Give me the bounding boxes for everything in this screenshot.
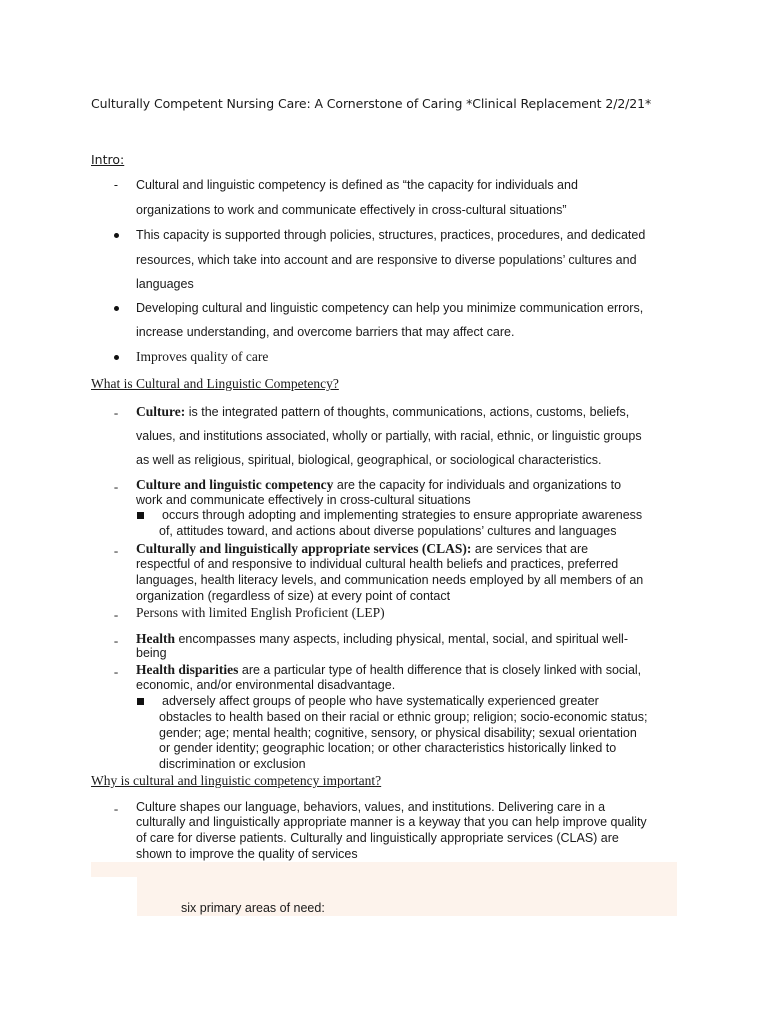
hd-term: Health disparities bbox=[136, 662, 239, 677]
clc-sub-line1: occurs through adopting and implementing strategies to ensure appropriate awareness bbox=[162, 508, 643, 522]
clas-line2: respectful of and responsive to individual cultural health beliefs and practices, preferred bbox=[136, 557, 619, 571]
hd-sub-line3: gender; age; mental health; cognitive, sensory, or physical disability; sexual orientation bbox=[159, 726, 637, 740]
culture-line1 bbox=[136, 404, 629, 420]
what-heading: What is Cultural and Linguistic Competency? bbox=[91, 376, 339, 391]
clc-def: are the capacity for individuals and organizations to bbox=[333, 478, 622, 492]
why-line2: culturally and linguistically appropriate manner is a keyway that you can help improve quality bbox=[136, 815, 647, 829]
intro-item3-line1: Developing cultural and linguistic competency can help you minimize communication errors, bbox=[136, 301, 644, 315]
bullet-dot bbox=[114, 233, 119, 238]
culture-def: is the integrated pattern of thoughts, communications, actions, customs, beliefs, bbox=[185, 405, 630, 419]
health-term: Health bbox=[136, 631, 175, 646]
intro-item2-line2: resources, which take into account and are responsive to diverse populations’ cultures and bbox=[136, 253, 637, 267]
clas-line1 bbox=[136, 541, 588, 557]
hd-line1 bbox=[136, 662, 641, 678]
six-areas-label: six primary areas of need: bbox=[181, 901, 325, 915]
intro-item1-line1: Cultural and linguistic competency is defined as “the capacity for individuals and bbox=[136, 178, 578, 192]
clc-term: Culture and linguistic competency bbox=[136, 477, 334, 492]
hd-def: are a particular type of health difference that is closely linked with social, bbox=[238, 663, 642, 677]
dash-marker: - bbox=[113, 664, 119, 679]
clas-def: are services that are bbox=[471, 542, 589, 556]
health-line2: being bbox=[136, 646, 167, 660]
clas-line4: organization (regardless of size) at every point of contact bbox=[136, 589, 451, 603]
intro-item2-line1: This capacity is supported through policies, structures, practices, procedures, and dedicated bbox=[136, 228, 646, 242]
clc-line1 bbox=[136, 477, 621, 493]
hd-line2: economic, and/or environmental disadvantage. bbox=[136, 678, 396, 692]
intro-item3-line2: increase understanding, and overcome barriers that may affect care. bbox=[136, 325, 515, 339]
culture-line2: values, and institutions associated, wholly or partially, with racial, ethnic, or linguistic groups bbox=[136, 429, 642, 443]
culture-term: Culture: bbox=[136, 404, 186, 419]
why-line4: shown to improve the quality of services bbox=[136, 847, 358, 861]
why-heading: Why is cultural and linguistic competency important? bbox=[91, 773, 382, 788]
clc-line2: work and communicate effectively in cross-cultural situations bbox=[136, 493, 471, 507]
bullet-dot bbox=[114, 306, 119, 311]
clas-term: Culturally and linguistically appropriate services (CLAS): bbox=[136, 541, 472, 556]
intro-item2-line3: languages bbox=[136, 277, 194, 291]
why-line3: of care for diverse patients. Culturally and linguistically appropriate services (CLAS) are bbox=[136, 831, 619, 845]
dash-marker: - bbox=[113, 633, 119, 648]
intro-item4: Improves quality of care bbox=[136, 349, 269, 364]
culture-line3: as well as religious, spiritual, biological, geographical, or sociological characteristics. bbox=[136, 453, 602, 467]
dash-marker: - bbox=[113, 178, 119, 192]
dash-marker: - bbox=[113, 405, 119, 420]
health-line1 bbox=[136, 631, 628, 647]
lep-item: Persons with limited English Proficient (LEP) bbox=[136, 605, 385, 620]
health-def: encompasses many aspects, including physical, mental, social, and spiritual well- bbox=[175, 632, 628, 646]
bullet-dot bbox=[114, 355, 119, 360]
clas-line3: languages, health literacy levels, and communication needs employed by all members of an bbox=[136, 573, 644, 587]
intro-heading: Intro: bbox=[91, 152, 125, 167]
why-line1: Culture shapes our language, behaviors, values, and institutions. Delivering care in a bbox=[136, 800, 606, 814]
dash-marker: - bbox=[113, 801, 119, 816]
clc-sub-line2: of, attitudes toward, and actions about diverse populations’ cultures and languages bbox=[159, 524, 617, 538]
dash-marker: - bbox=[113, 607, 119, 622]
hd-sub-line1: adversely affect groups of people who have systematically experienced greater bbox=[162, 694, 599, 708]
hd-sub-line4: or gender identity; geographic location; or other characteristics historically linked to bbox=[159, 741, 617, 755]
square-bullet bbox=[137, 698, 144, 705]
square-bullet bbox=[137, 512, 144, 519]
hd-sub-line2: obstacles to health based on their racial or ethnic group; religion; socio-economic status; bbox=[159, 710, 648, 724]
hd-sub-line5: discrimination or exclusion bbox=[159, 757, 306, 771]
dash-marker: - bbox=[113, 479, 119, 494]
shaded-band-left bbox=[91, 862, 137, 877]
document-title: Culturally Competent Nursing Care: A Cornerstone of Caring *Clinical Replacement 2/2/21* bbox=[91, 96, 652, 111]
dash-marker: - bbox=[113, 543, 119, 558]
intro-item1-line2: organizations to work and communicate effectively in cross-cultural situations” bbox=[136, 203, 567, 217]
